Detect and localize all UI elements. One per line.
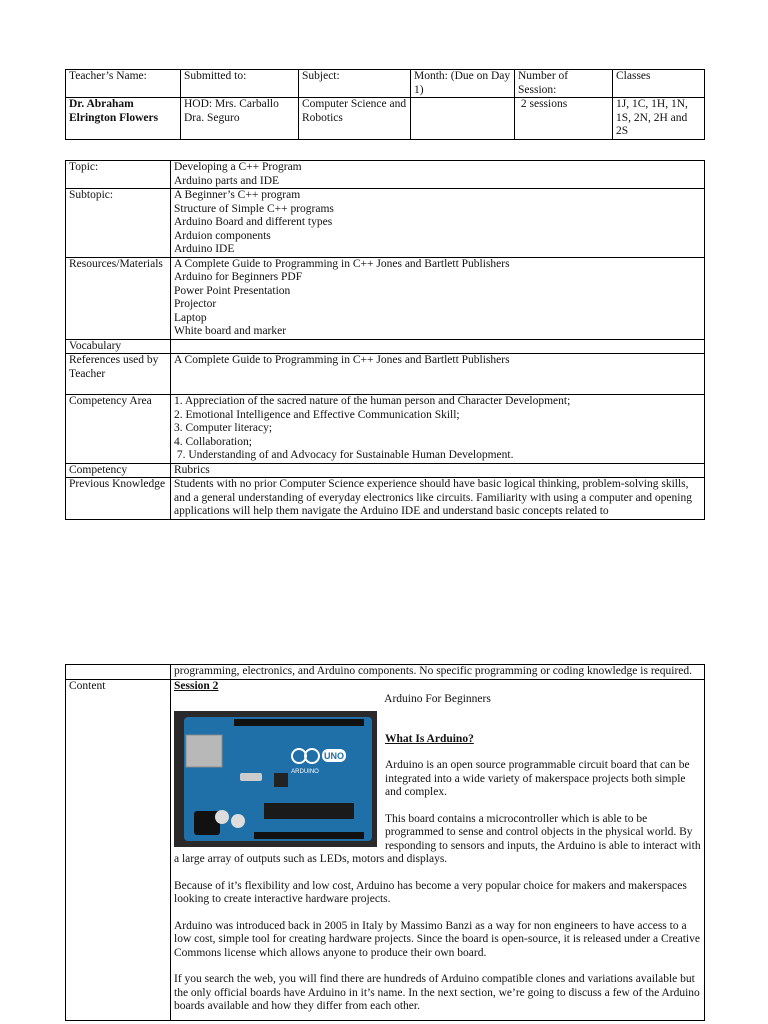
- content-paragraph: If you search the web, you will find there are hundreds of Arduino compatible clones and variations available but the only official boards have Arduino in it’s name. In the next section, we’re going to discuss a few of the Arduino boards available and how they differ from each other.: [174, 973, 700, 1012]
- subtopic-line: Arduion components: [174, 229, 271, 242]
- references-row: [66, 354, 705, 395]
- vocabulary-label: Vocabulary: [66, 339, 171, 354]
- teacher-name-label: Teacher’s Name:: [66, 70, 181, 98]
- subject-value: Computer Science and Robotics: [299, 98, 411, 140]
- competency-area-line: 7. Understanding of and Advocacy for Sustainable Human Development.: [174, 449, 514, 461]
- session-heading: Session 2: [174, 679, 219, 692]
- competency-value: Rubrics: [171, 463, 705, 478]
- classes-label: Classes: [613, 70, 705, 98]
- subtopic-value: [171, 189, 705, 258]
- subject-label: Subject:: [299, 70, 411, 98]
- competency-label: Competency: [66, 463, 171, 478]
- content-label: Content: [66, 679, 171, 1020]
- competency-row: [66, 463, 705, 478]
- subtopic-line: Structure of Simple C++ programs: [174, 202, 334, 215]
- classes-value: 1J, 1C, 1H, 1N, 1S, 2N, 2H and 2S: [613, 98, 705, 140]
- content-paragraph: Because of it’s flexibility and low cost, Arduino has become a very popular choice for makers and makerspaces looking to create interactive hardware projects.: [174, 879, 687, 905]
- submitted-to-line: Dra. Seguro: [184, 111, 240, 124]
- resource-line: Laptop: [174, 311, 207, 324]
- references-label: References used by Teacher: [66, 354, 171, 395]
- subtopic-line: A Beginner’s C++ program: [174, 189, 301, 201]
- content-body: [171, 679, 705, 1020]
- continuation-row: [66, 665, 705, 680]
- arduino-uno-board-image: [174, 711, 377, 847]
- month-label: Month: (Due on Day 1): [411, 70, 515, 98]
- topic-value: [171, 161, 705, 189]
- content-paragraph: Arduino is an open source programmable circuit board that can be integrated into a wide variety of makerspace projects both simple and complex.: [385, 759, 690, 798]
- resources-label: Resources/Materials: [66, 257, 171, 339]
- vocabulary-value: [171, 339, 705, 354]
- header-values-row: [66, 98, 705, 140]
- header-labels-row: [66, 70, 705, 98]
- sessions-value: 2 sessions: [515, 98, 613, 140]
- what-is-arduino-heading: What Is Arduino?: [385, 732, 474, 745]
- topic-line: Arduino parts and IDE: [174, 174, 280, 187]
- competency-area-label: Competency Area: [66, 395, 171, 464]
- resources-row: [66, 257, 705, 339]
- lesson-plan-table: [65, 160, 705, 520]
- content-row: [66, 679, 705, 1020]
- subtopic-line: Arduino Board and different types: [174, 216, 333, 228]
- subtopic-line: Arduino IDE: [174, 243, 235, 255]
- topic-line: Developing a C++ Program: [174, 161, 302, 173]
- month-value: [411, 98, 515, 140]
- submitted-to-value: [181, 98, 299, 140]
- board-model-text: UNO: [324, 750, 344, 761]
- number-of-session-label: Number of Session:: [515, 70, 613, 98]
- content-paragraph: This board contains a microcontroller which is able to be programmed to sense and control objects in the physical world. By responding to sensors and inputs, the Arduino is able to interact with a large array of outputs such as LEDs, motors and displays.: [174, 812, 701, 865]
- submitted-to-line: HOD: Mrs. Carballo: [184, 98, 279, 110]
- references-value: A Complete Guide to Programming in C++ Jones and Bartlett Publishers: [171, 354, 705, 395]
- resource-line: Power Point Presentation: [174, 284, 291, 297]
- previous-knowledge-row: [66, 478, 705, 520]
- previous-knowledge-continuation: programming, electronics, and Arduino components. No specific programming or coding knowledge is required.: [171, 665, 705, 680]
- topic-row: [66, 161, 705, 189]
- topic-label: Topic:: [66, 161, 171, 189]
- resource-line: Arduino for Beginners PDF: [174, 271, 303, 283]
- competency-area-row: [66, 395, 705, 464]
- submitted-to-label: Submitted to:: [181, 70, 299, 98]
- resource-line: White board and marker: [174, 325, 287, 337]
- board-brand-text: ARDUINO: [291, 768, 319, 775]
- continuation-label-cell: [66, 665, 171, 680]
- subtopic-label: Subtopic:: [66, 189, 171, 258]
- section-title: Arduino For Beginners: [384, 693, 491, 705]
- competency-area-value: [171, 395, 705, 464]
- lesson-header-table: [65, 69, 705, 140]
- content-table: [65, 664, 705, 1021]
- previous-knowledge-label: Previous Knowledge: [66, 478, 171, 520]
- competency-area-line: 4. Collaboration;: [174, 435, 252, 448]
- resource-line: Projector: [174, 298, 217, 310]
- teacher-name-value: Dr. Abraham Elrington Flowers: [66, 98, 181, 140]
- content-paragraph: Arduino was introduced back in 2005 in Italy by Massimo Banzi as a way for non engineers to have access to a low cost, simple tool for creating hardware projects. Since the board is open-source, it is released under a Creative Commons license which allows anyone to produce their own board.: [174, 919, 700, 959]
- resource-line: A Complete Guide to Programming in C++ Jones and Bartlett Publishers: [174, 257, 510, 270]
- resources-value: [171, 257, 705, 339]
- competency-area-line: 2. Emotional Intelligence and Effective Communication Skill;: [174, 408, 460, 421]
- competency-area-line: 3. Computer literacy;: [174, 422, 273, 434]
- competency-area-line: 1. Appreciation of the sacred nature of the human person and Character Development;: [174, 395, 571, 407]
- subtopic-row: [66, 189, 705, 258]
- previous-knowledge-value: Students with no prior Computer Science experience should have basic logical thinking, problem-solving skills, and a general understanding of everyday electronics like circuits. Familiarity with using a computer and opening applications will help them navigate the Arduino IDE and understand basic concepts related to: [171, 478, 705, 520]
- vocabulary-row: [66, 339, 705, 354]
